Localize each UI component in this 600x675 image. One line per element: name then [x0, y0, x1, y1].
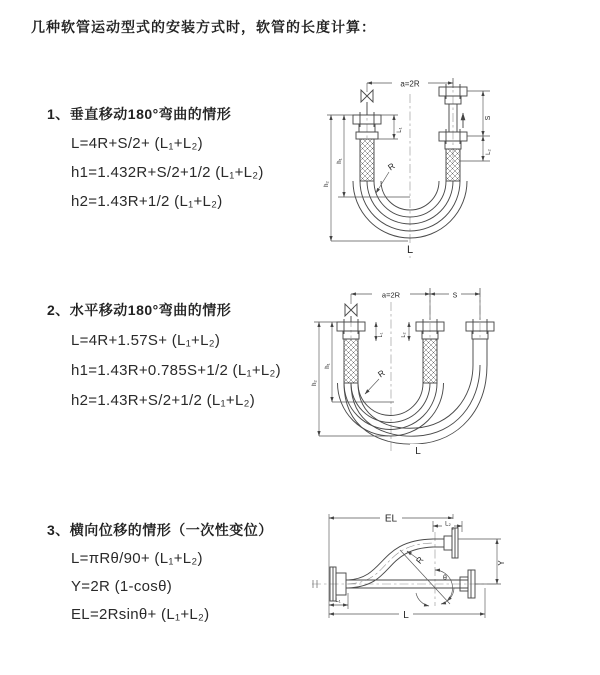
length-label: [410, 444, 426, 457]
dim-label-h1: h₁: [325, 363, 331, 369]
dim-label-a2r: a=2R: [381, 290, 401, 300]
section-1-formula-h1: h1=1.432R+S/2+1/2 (L₁+L₂): [71, 164, 264, 181]
dim-label-h1: h₁: [337, 158, 343, 164]
dim-label-r: R: [385, 160, 397, 173]
dimension-a2r: [367, 77, 453, 92]
diagram-1-vertical-180-bend: [310, 66, 600, 266]
dim-label-theta: θ: [443, 575, 447, 582]
braided-hose-middle: [423, 339, 437, 383]
braided-hose-right: [446, 149, 460, 181]
dim-label-y: Y: [497, 560, 506, 566]
dim-label-h2: h₂: [312, 380, 318, 386]
dimension-el: [329, 511, 453, 618]
upper-flange-fitting: [433, 528, 458, 558]
dim-label-r: R: [413, 554, 426, 566]
section-3-heading: 3、横向位移的情形（一次性变位）: [47, 522, 273, 538]
valve-icon: [361, 90, 373, 115]
dim-label-l2: L₂: [486, 149, 492, 155]
dimension-s: [430, 288, 480, 320]
dimension-l2: [483, 136, 492, 161]
valve-icon: [345, 304, 357, 322]
diagram-3-lateral-displacement: [298, 490, 600, 660]
braided-hose-left: [360, 139, 374, 181]
length-label: [403, 243, 417, 256]
section-2-formula-h2: h2=1.43R+S/2+1/2 (L₁+L₂): [71, 392, 256, 409]
angle-theta-construction: [400, 550, 454, 606]
section-2-heading: 2、水平移动180°弯曲的情形: [47, 302, 232, 318]
dim-label-l2: L₂: [401, 332, 407, 338]
dimension-l1: [376, 322, 384, 341]
dim-label-l2: L₂: [445, 521, 451, 528]
section-2-formula-h1: h1=1.43R+0.785S+1/2 (L₁+L₂): [71, 362, 281, 379]
section-1-formula-l: L=4R+S/2+ (L₁+L₂): [71, 135, 203, 152]
hose-u-bend-displaced: [344, 365, 487, 444]
dim-label-l1: L₁: [397, 127, 403, 133]
dim-label-l1: L₁: [378, 332, 384, 338]
section-1-heading: 1、垂直移动180°弯曲的情形: [47, 106, 232, 122]
radius-leader: [407, 551, 426, 566]
dim-label-l: L: [415, 446, 421, 457]
dim-label-s: S: [452, 292, 458, 300]
dim-label-a2r: a=2R: [400, 79, 420, 89]
dim-label-el: EL: [384, 513, 398, 525]
section-3-formula-l: L=πRθ/90+ (L₁+L₂): [71, 550, 203, 567]
dim-label-s: S: [485, 115, 492, 121]
diagram-2-horizontal-180-bend: [306, 280, 600, 460]
radius-leader: [376, 161, 397, 193]
dim-label-l1: L₁: [335, 598, 341, 604]
dimension-l: [329, 588, 485, 621]
dimension-a2r: [351, 288, 430, 320]
radius-leader: [365, 368, 387, 394]
dimension-l1: [378, 115, 403, 139]
section-3-formula-y: Y=2R (1-cosθ): [71, 578, 173, 595]
dim-label-l: L: [406, 244, 414, 256]
page-title: 几种软管运动型式的安装方式时，软管的长度计算：: [31, 19, 376, 35]
section-3-formula-el: EL=2Rsinθ+ (L₁+L₂): [71, 606, 210, 623]
hose-u-bend: [338, 383, 444, 436]
dim-label-r: R: [375, 367, 387, 380]
dim-label-h2: h₂: [324, 181, 330, 187]
section-1-formula-h2: h2=1.43R+1/2 (L₁+L₂): [71, 193, 223, 210]
braided-hose-left: [344, 339, 358, 383]
dimension-l2: [401, 322, 409, 341]
section-2-formula-l: L=4R+1.57S+ (L₁+L₂): [71, 332, 221, 349]
dim-label-l: L: [403, 610, 409, 621]
